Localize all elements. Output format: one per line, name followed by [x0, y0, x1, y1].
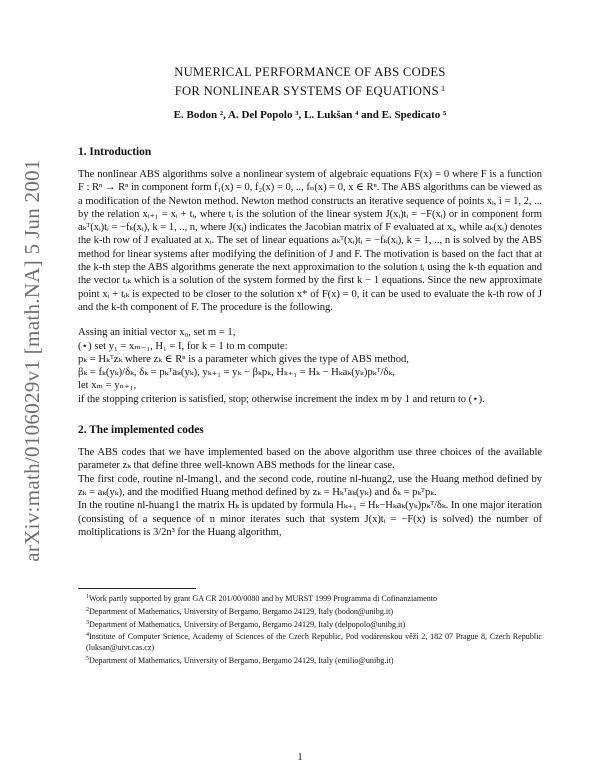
- title-line-2: FOR NONLINEAR SYSTEMS OF EQUATIONS $^1$: [174, 83, 446, 98]
- algorithm-stop-rule: if the stopping criterion is satisfied, stop; otherwise increment the index m by 1 and return to (⋆).: [78, 393, 485, 405]
- paper-body: [78, 64, 542, 539]
- algorithm-line: βₖ = fₖ(yₖ)/δₖ, δₖ = pₖᵀaₖ(yₖ), yₖ₊₁ = yₖ − βₖpₖ, Hₖ₊₁ = Hₖ − Hₖaₖ(yₖ)pₖᵀ/δₖ,: [78, 367, 395, 379]
- footnotes: [78, 588, 542, 667]
- arxiv-sidebar: [14, 158, 50, 562]
- algorithm-line: (⋆) set y₁ = xₘ₋₁, H₁ = I, for k = 1 to m compute:: [78, 340, 288, 352]
- algorithm-line: let xₘ = yₙ₊₁,: [78, 380, 137, 392]
- algorithm-line: pₖ = Hₖᵀzₖ where zₖ ∈ Rⁿ is a parameter which gives the type of ABS method,: [78, 353, 409, 365]
- codes-paragraph: In the routine nl-huang1 the matrix Hₖ is updated by formula Hₖ₊₁ = Hₖ−Hₖaₖ(yₖ)pₖᵀ/δₖ. In one major iteration (consisting of a sequence of n minor iterates such that system J(x)tᵢ = −F(x) is solved) the number of moltiplications is 3/2n³ for the Huang algorithm,: [78, 500, 542, 538]
- footnote: $^4$Institute of Computer Science, Academy of Sciences of the Czech Republic, Pod vodárenskou věží 2, 182 07 Prague 8, Czech Republic (luksan@uivt.cas.cz): [86, 632, 542, 653]
- section-heading-introduction: 1. Introduction: [78, 146, 152, 158]
- paper-title: [78, 64, 542, 99]
- footnote-rule: [78, 588, 196, 589]
- page-number: 1: [297, 752, 303, 763]
- codes-paragraph: The ABS codes that we have implemented based on the above algorithm use three choices of the available parameter zₖ that define three well-known ABS methods for the linear case.: [78, 447, 542, 472]
- arxiv-identifier: arXiv:math/0106029v1 [math.NA] 5 Jun 2001: [19, 158, 44, 562]
- title-line-1: NUMERICAL PERFORMANCE OF ABS CODES: [174, 65, 446, 79]
- footnote: $^3$Department of Mathematics, University of Bergamo, Bergamo 24129, Italy (delpopolo@unibg.it): [86, 619, 406, 629]
- footnote: $^1$Work partly supported by grant GA CR 201/00/0080 and by MURST 1999 Programma di Cofinanziamento: [86, 594, 438, 603]
- algorithm-block: [78, 326, 542, 392]
- footnote: $^5$Department of Mathematics, University of Bergamo, Bergamo 24129, Italy (emilio@unibg.it): [86, 655, 394, 665]
- codes-paragraph: The first code, routine nl-lmang1, and the second code, routine nl-huang2, use the Huang method defined by zₖ = aₖ(yₖ), and the modified Huang method defined by zₖ = Hₖᵀaₖ(yₖ) and δₖ = pₖᵀpₖ.: [78, 473, 542, 498]
- algorithm-line: Assing an initial vector x₀, set m = 1,: [78, 327, 236, 339]
- title-footnote-mark: 1: [440, 83, 446, 93]
- section-heading-implemented-codes: 2. The implemented codes: [78, 424, 204, 437]
- author-list: E. Bodon ², A. Del Popolo ³, L. Lukšan ⁴ and E. Spedicato ⁵: [173, 109, 447, 121]
- footnote: $^2$Department of Mathematics, University of Bergamo, Bergamo 24129, Italy (bodon@unibg.it): [86, 606, 394, 616]
- intro-paragraph: The nonlinear ABS algorithms solve a nonlinear system of algebraic equations F(x) = 0 where F is a function F : Rⁿ → Rⁿ in component form f₁(x) = 0, f₂(x) = 0, .., fₙ(x) = 0, x ∈ Rⁿ. The ABS algorithms can be viewed as a modification of the Newton method. Newton method constructs an iterative sequence of points xᵢ, i = 1, 2, ... by the relation xᵢ₊₁ = xᵢ + tᵢ, where tᵢ is the solution of the linear system J(xᵢ)tᵢ = −F(xᵢ) or in component form aₖᵀ(xᵢ)tᵢ = −fₖ(xᵢ), k = 1, .., n, where J(xᵢ) indicates the Jacobian matrix of F evaluated at xᵢ, while aₖ(xᵢ) denotes the k-th row of J evaluated at xᵢ. The set of linear equations aₖᵀ(xᵢ)tᵢ = −fₖ(xᵢ), k = 1, .., n is solved by the ABS method for linear systems after modifying the definition of J and F. The motivation is based on the fact that at the k-th step the ABS algorithms generate the next approximation to the solution tᵢ using the k-th equation and the vector tᵢₖ which is a solution of the system formed by the first k − 1 equations. Since the new approximate point xᵢ + tᵢₖ is expected to be closer to the solution x* of F(x) = 0, it can be used to evaluate the k-th row of J and the k-th component of F. The procedure is the following.: [78, 169, 542, 313]
